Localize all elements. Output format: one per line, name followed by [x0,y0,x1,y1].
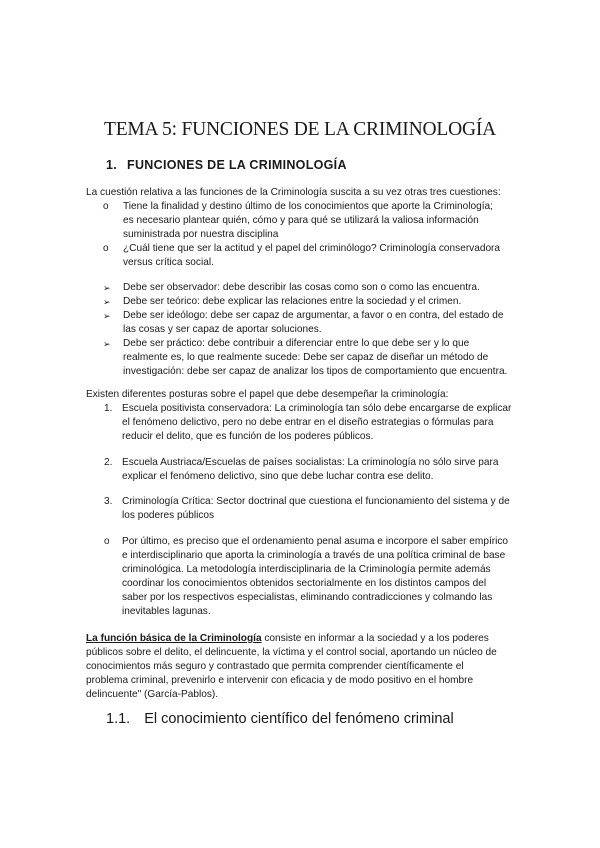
paragraph-line [86,632,497,646]
list-item-line: las cosas y ser capaz de aportar soluciones. [123,324,322,335]
list-item [104,402,511,444]
list-item-line: e interdisciplinario que aporta la criminología a través de una política criminal de base [122,550,506,561]
paragraph-line: conocimientos más seguro y contrastado que permita comprender científicamente el [86,661,464,672]
section-number: 1.1. [106,711,131,727]
list-item-line: Debe ser práctico: debe contribuir a diferenciar entre lo que debe ser y lo que [123,338,470,349]
circle-bullet-icon: o [104,536,110,547]
questions-list [103,200,500,270]
list-item [104,535,508,619]
list-item-line: Criminología Crítica: Sector doctrinal que cuestiona el funcionamiento del sistema y de [122,496,510,507]
underlined-term: La función básica de la Criminología [86,633,262,644]
list-item-line: Debe ser observador: debe describir las cosas como son o como las encuentra. [123,282,480,293]
section-heading-1 [106,158,347,172]
arrow-bullet-icon: ➢ [103,283,111,293]
list-item-line: Debe ser teórico: debe explicar las relaciones entre la sociedad y el crimen. [123,296,462,307]
page-title: TEMA 5: FUNCIONES DE LA CRIMINOLOGÍA [104,119,497,140]
list-item [103,295,523,309]
list-number: 2. [104,457,113,468]
section-title: El conocimiento científico del fenómeno criminal [144,711,454,727]
list-item [104,495,510,523]
list-item-line: inevitables lagunas. [122,606,211,617]
list-item-line: ¿Cuál tiene que ser la actitud y el papel del criminólogo? Criminología conservadora [123,243,501,254]
list-item [103,242,500,270]
list-item-line: realmente es, lo que realmente sucede: Debe ser capaz de diseñar un método de [123,352,489,363]
list-item-line: el fenómeno delictivo, pero no debe entrar en el diseño estrategias o fórmulas para [122,417,494,428]
list-item-line: reducir el delito, que es función de los poderes públicos. [122,431,374,442]
postures-list-cont [104,495,510,523]
list-item-line: Debe ser ideólogo: debe ser capaz de argumentar, a favor o en contra, del estado de [123,310,504,321]
list-item-line: Escuela Austriaca/Escuelas de países socialistas: La criminología no sólo sirve para [122,457,499,468]
list-item-line: Escuela positivista conservadora: La criminología tan sólo debe encargarse de explicar [122,403,512,414]
postures-list-cont [104,456,498,484]
list-item-line: Tiene la finalidad y destino último de los conocimientos que aporte la Criminología; [123,201,493,212]
list-item-line: Por último, es preciso que el ordenamiento penal asuma e incorpore el saber empírico [122,536,509,547]
list-item-line: es necesario plantear quién, cómo y para qué se utilizará la valiosa información [123,215,479,226]
list-item [103,337,523,379]
arrow-bullet-icon: ➢ [103,297,111,307]
intro-paragraph: La cuestión relativa a las funciones de la Criminología suscita a su vez otras tres cuestiones: [86,187,501,198]
list-item-line: explicar el fenómeno delictivo, sino que debe luchar contra ese delito. [122,471,434,482]
circle-bullet-icon: o [103,243,109,254]
closing-list [104,535,508,619]
paragraph-line: delincuente" (García-Pablos). [86,689,219,700]
list-item [103,309,523,337]
list-item [104,456,498,484]
list-number: 3. [104,496,113,507]
section-heading-2 [106,711,454,727]
list-item-line: investigación: debe ser capaz de analizar los tipos de comportamiento que encuentra. [123,366,508,377]
list-item [103,200,500,242]
paragraph-line: públicos sobre el delito, el delincuente, la víctima y el control social, aportando un núcleo de [86,647,497,658]
postures-list [104,402,511,444]
section-number: 1. [106,158,118,172]
list-number: 1. [104,403,113,414]
paragraph-line: problema criminal, prevenirlo e intervenir con eficacia y de modo positivo en el hombre [86,675,474,686]
list-item-line: los poderes públicos [122,510,215,521]
paragraph-text: consiste en informar a la sociedad y a los poderes [261,633,489,644]
arrow-bullet-icon: ➢ [103,311,111,321]
postures-intro: Existen diferentes posturas sobre el papel que debe desempeñar la criminología: [86,389,449,400]
list-item-line: saber por los respectivos especialistas, eliminando contradicciones y colmando las [122,592,493,603]
section-title: FUNCIONES DE LA CRIMINOLOGÍA [127,158,347,172]
circle-bullet-icon: o [103,201,109,212]
list-item-line: versus crítica social. [123,257,214,268]
basic-function-paragraph [86,632,497,702]
arrow-bullet-icon: ➢ [103,339,111,349]
list-item [103,281,523,295]
criminologist-roles-list [103,281,523,379]
list-item-line: criminológica. La metodología interdisciplinaria de la Criminología permite además [122,564,491,575]
list-item-line: coordinar los conocimientos obtenidos sectorialmente en los distintos campos del [122,578,487,589]
list-item-line: suministrada por nuestra disciplina [123,229,279,240]
